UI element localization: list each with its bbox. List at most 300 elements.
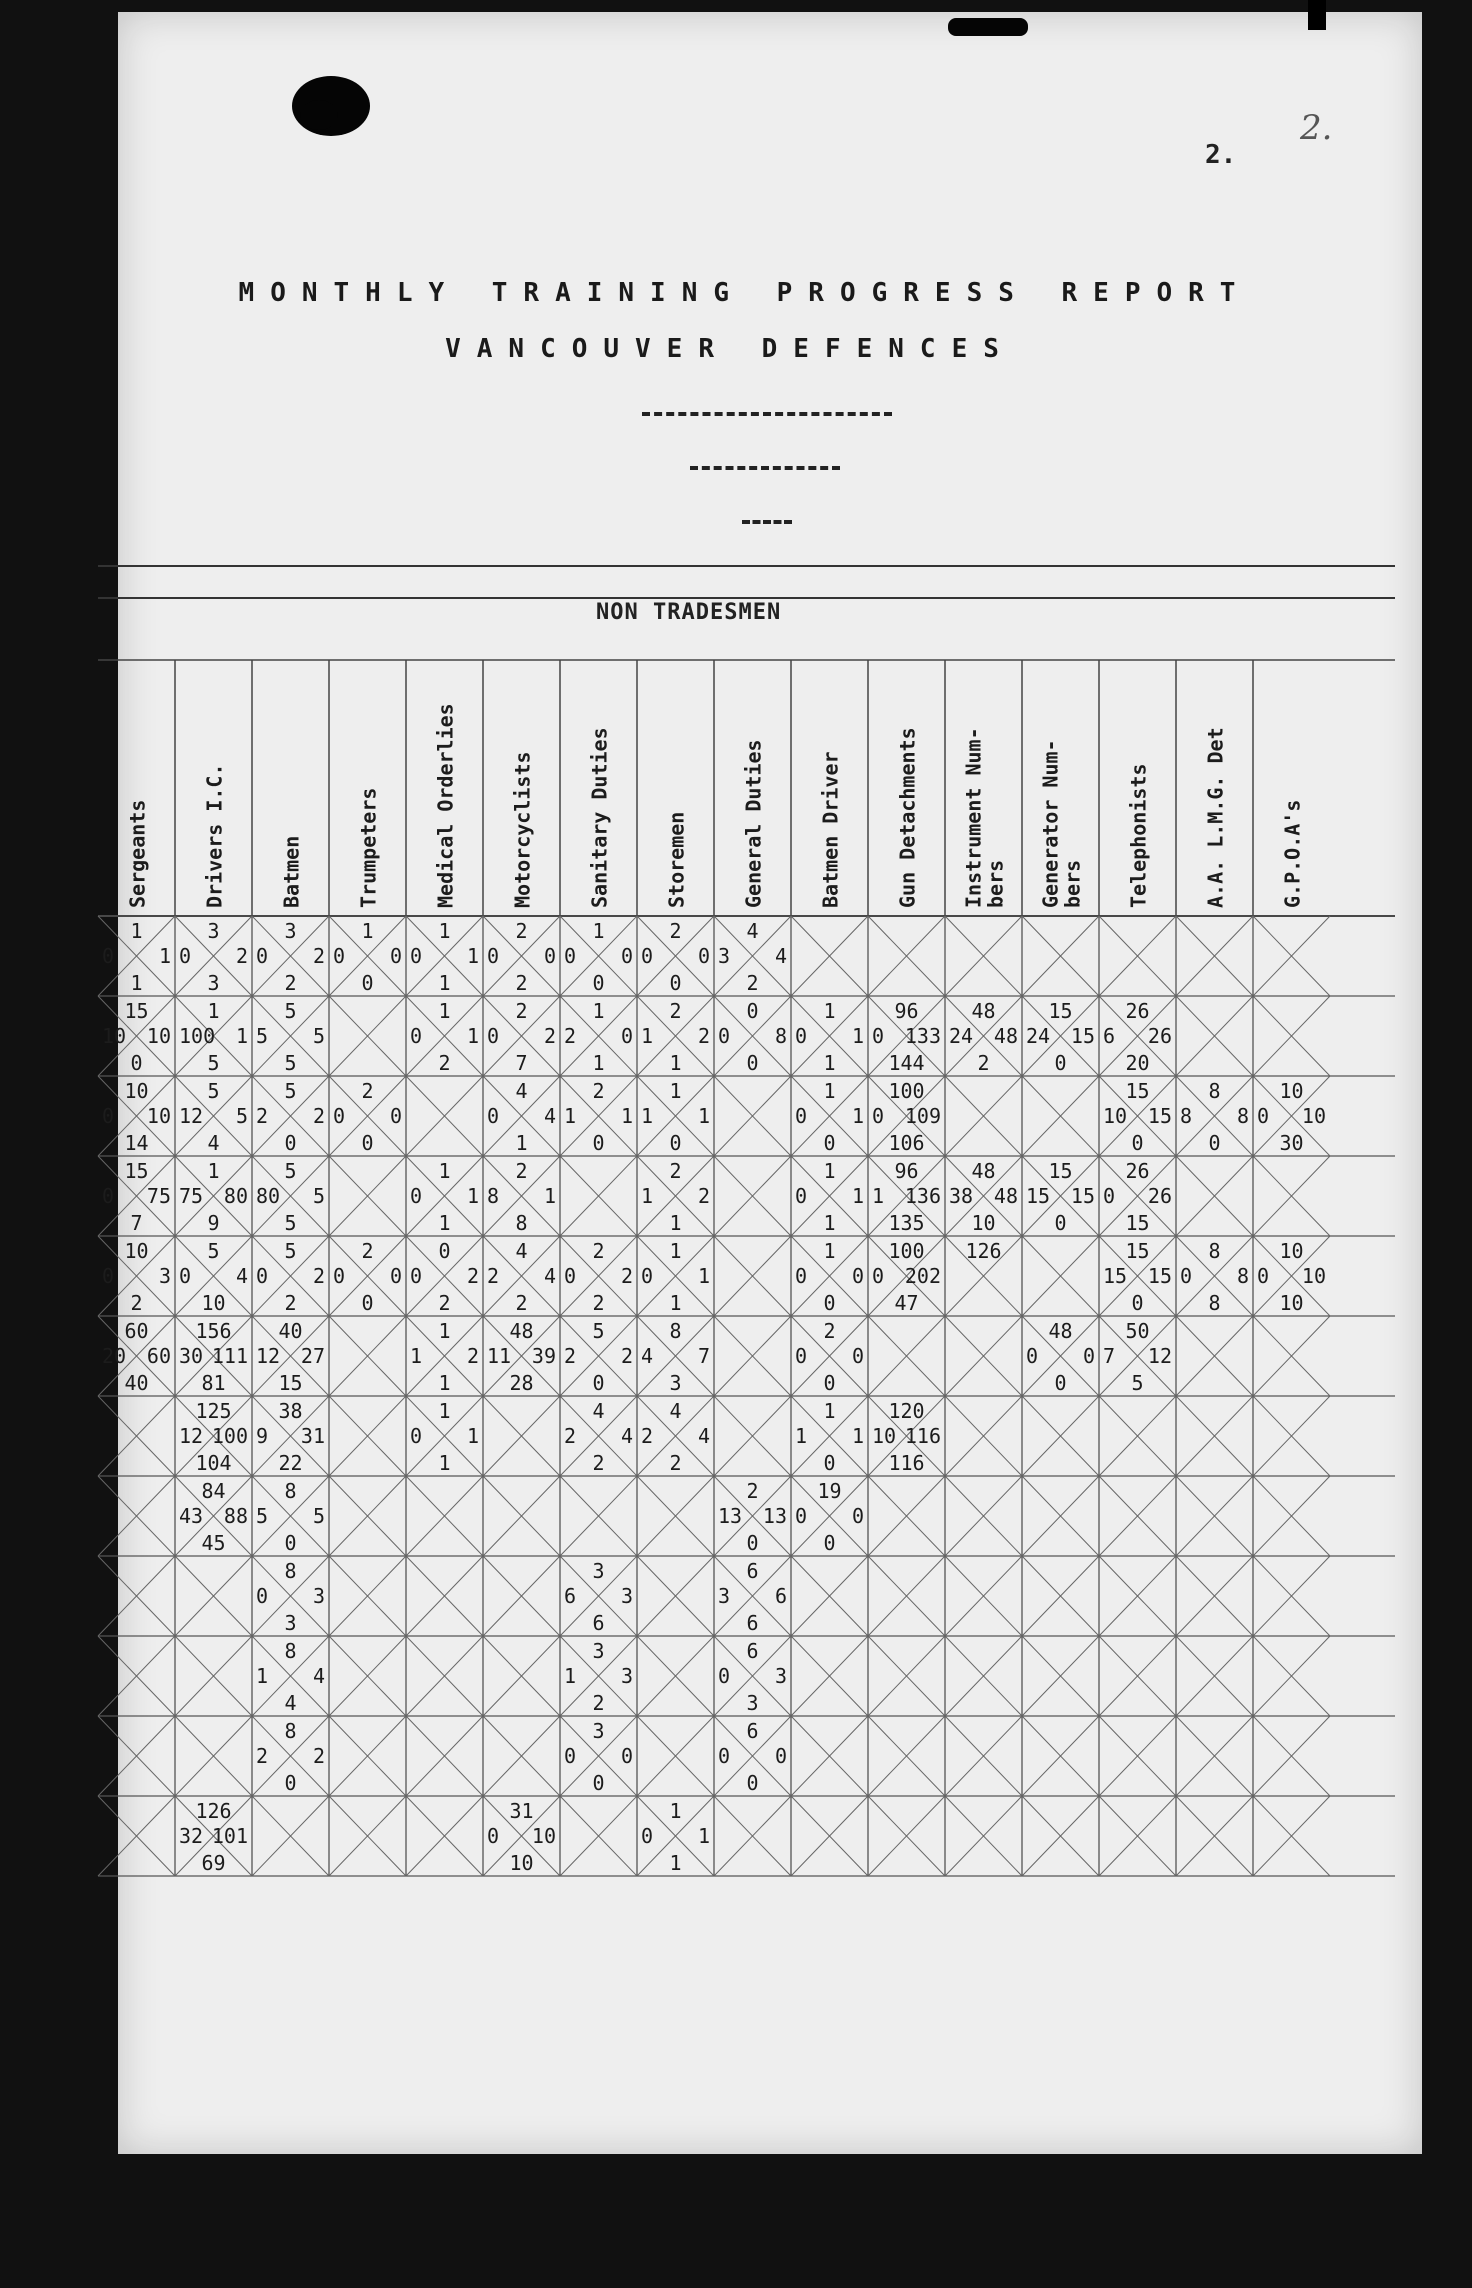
cell-value: 20 xyxy=(1125,1051,1150,1075)
cell-value: 0 xyxy=(718,1024,731,1048)
cell-value: 3 xyxy=(718,1584,731,1608)
cell-value: 4 xyxy=(641,1344,654,1368)
cell-value: 2 xyxy=(312,1104,325,1128)
cell-value: 2 xyxy=(977,1051,990,1075)
cell-value: 8 xyxy=(1208,1239,1221,1263)
cell-value: 2 xyxy=(592,1691,605,1715)
cell-value: 1 xyxy=(669,1211,682,1235)
cell-value: 1 xyxy=(823,1239,836,1263)
cell-value: 2 xyxy=(515,1159,528,1183)
cell-value: 2 xyxy=(361,1239,374,1263)
column-header: Gun Detachments xyxy=(895,727,920,908)
cell-value: 8 xyxy=(284,1479,297,1503)
cell-value: 0 xyxy=(102,1184,115,1208)
cell-value: 1 xyxy=(669,1051,682,1075)
cell-value: 38 xyxy=(949,1184,974,1208)
cell-value: 1 xyxy=(697,1264,710,1288)
cell-value: 48 xyxy=(509,1319,534,1343)
cell-value: 1 xyxy=(592,999,605,1023)
cell-value: 0 xyxy=(1208,1131,1221,1155)
cell-value: 5 xyxy=(592,1319,605,1343)
report-title: MONTHLY TRAINING PROGRESS REPORT xyxy=(238,278,1252,308)
cell-value: 1 xyxy=(851,1424,864,1448)
cell-value: 8 xyxy=(284,1719,297,1743)
cell-value: 3 xyxy=(284,919,297,943)
cell-value: 26 xyxy=(1147,1024,1172,1048)
section-heading: NON TRADESMEN xyxy=(596,600,782,625)
cell-value: 0 xyxy=(746,1051,759,1075)
cell-value: 15 xyxy=(124,999,149,1023)
cell-value: 8 xyxy=(669,1319,682,1343)
cell-value: 15 xyxy=(1103,1264,1128,1288)
cell-value: 0 xyxy=(872,1024,885,1048)
cell-value: 0 xyxy=(564,1264,577,1288)
cell-value: 10 xyxy=(201,1291,226,1315)
cell-value: 8 xyxy=(487,1184,500,1208)
cell-value: 111 xyxy=(211,1344,248,1368)
cell-value: 0 xyxy=(256,944,269,968)
cell-value: 1 xyxy=(130,971,143,995)
cell-value: 48 xyxy=(971,1159,996,1183)
cell-value: 1 xyxy=(438,1319,451,1343)
cell-value: 2 xyxy=(256,1104,269,1128)
cell-value: 80 xyxy=(256,1184,281,1208)
cell-value: 3 xyxy=(718,944,731,968)
cell-value: 1 xyxy=(872,1184,885,1208)
cell-value: 135 xyxy=(888,1211,925,1235)
cell-value: 48 xyxy=(993,1024,1018,1048)
cell-value: 1 xyxy=(564,1104,577,1128)
cell-value: 2 xyxy=(284,971,297,995)
cell-value: 0 xyxy=(487,1024,500,1048)
cell-value: 0 xyxy=(872,1264,885,1288)
cell-value: 5 xyxy=(284,1051,297,1075)
cell-value: 0 xyxy=(746,999,759,1023)
cell-value: 12 xyxy=(256,1344,281,1368)
cell-value: 96 xyxy=(894,999,919,1023)
cell-value: 0 xyxy=(1257,1264,1270,1288)
column-header: Trumpeters xyxy=(356,787,381,908)
cell-value: 4 xyxy=(774,944,787,968)
cell-value: 3 xyxy=(207,971,220,995)
cell-value: 0 xyxy=(179,944,192,968)
cell-value: 0 xyxy=(102,944,115,968)
cell-value: 1 xyxy=(823,999,836,1023)
cell-value: 104 xyxy=(195,1451,232,1475)
cell-value: 1 xyxy=(438,999,451,1023)
cell-value: 15 xyxy=(1147,1104,1172,1128)
cell-value: 0 xyxy=(746,1771,759,1795)
cell-value: 8 xyxy=(515,1211,528,1235)
cell-value: 2 xyxy=(697,1024,710,1048)
cell-value: 2 xyxy=(438,1291,451,1315)
cell-value: 3 xyxy=(312,1584,325,1608)
cell-value: 1 xyxy=(669,1239,682,1263)
cell-value: 1 xyxy=(438,919,451,943)
cell-value: 1 xyxy=(564,1664,577,1688)
cell-value: 0 xyxy=(256,1584,269,1608)
cell-value: 4 xyxy=(592,1399,605,1423)
cell-value: 6 xyxy=(746,1639,759,1663)
cell-value: 1 xyxy=(438,1451,451,1475)
cell-value: 100 xyxy=(179,1024,216,1048)
cell-value: 0 xyxy=(718,1664,731,1688)
cell-value: 0 xyxy=(389,1264,402,1288)
cell-value: 0 xyxy=(620,1744,633,1768)
cell-value: 1 xyxy=(851,1184,864,1208)
cell-value: 4 xyxy=(207,1131,220,1155)
cell-value: 10 xyxy=(1279,1239,1304,1263)
cell-value: 4 xyxy=(697,1424,710,1448)
cell-value: 10 xyxy=(102,1024,127,1048)
cell-value: 116 xyxy=(904,1424,941,1448)
cell-value: 2 xyxy=(515,1291,528,1315)
cell-value: 133 xyxy=(904,1024,941,1048)
cell-value: 1 xyxy=(669,1291,682,1315)
cell-value: 106 xyxy=(888,1131,925,1155)
cell-value: 125 xyxy=(195,1399,232,1423)
cell-value: 24 xyxy=(1026,1024,1051,1048)
cell-value: 120 xyxy=(888,1399,925,1423)
cell-value: 5 xyxy=(284,999,297,1023)
cell-value: 8 xyxy=(1208,1079,1221,1103)
cell-value: 10 xyxy=(971,1211,996,1235)
cell-value: 5 xyxy=(284,1211,297,1235)
cell-value: 1 xyxy=(410,1344,423,1368)
cell-value: 15 xyxy=(1070,1184,1095,1208)
cell-value: 0 xyxy=(746,1531,759,1555)
cell-value: 7 xyxy=(697,1344,710,1368)
cell-value: 0 xyxy=(1131,1291,1144,1315)
cell-value: 88 xyxy=(223,1504,248,1528)
cell-value: 6 xyxy=(746,1611,759,1635)
cell-value: 0 xyxy=(256,1264,269,1288)
column-header: Sanitary Duties xyxy=(587,727,612,908)
cell-value: 0 xyxy=(795,1184,808,1208)
cell-value: 1 xyxy=(130,919,143,943)
cell-value: 80 xyxy=(223,1184,248,1208)
cell-value: 4 xyxy=(312,1664,325,1688)
cell-value: 3 xyxy=(284,1611,297,1635)
cell-value: 2 xyxy=(620,1264,633,1288)
cell-value: 6 xyxy=(1103,1024,1116,1048)
cell-value: 10 xyxy=(872,1424,897,1448)
cell-value: 10 xyxy=(531,1824,556,1848)
cell-value: 0 xyxy=(102,1104,115,1128)
cell-value: 48 xyxy=(993,1184,1018,1208)
cell-value: 0 xyxy=(592,1771,605,1795)
cell-value: 1 xyxy=(438,1159,451,1183)
column-header: Drivers I.C. xyxy=(202,763,227,908)
cell-value: 1 xyxy=(256,1664,269,1688)
cell-value: 75 xyxy=(179,1184,204,1208)
cell-value: 5 xyxy=(284,1159,297,1183)
cell-value: 0 xyxy=(851,1264,864,1288)
cell-value: 5 xyxy=(312,1184,325,1208)
cell-value: 109 xyxy=(904,1104,941,1128)
cell-value: 0 xyxy=(410,944,423,968)
cell-value: 2 xyxy=(312,944,325,968)
cell-value: 8 xyxy=(1236,1264,1249,1288)
cell-value: 2 xyxy=(669,1159,682,1183)
cell-value: 1 xyxy=(823,1159,836,1183)
cell-value: 0 xyxy=(851,1504,864,1528)
cell-value: 32 xyxy=(179,1824,204,1848)
cell-value: 15 xyxy=(1048,999,1073,1023)
cell-value: 0 xyxy=(795,1024,808,1048)
report-subtitle: VANCOUVER DEFENCES xyxy=(445,334,1015,364)
cell-value: 1 xyxy=(438,971,451,995)
cell-value: 116 xyxy=(888,1451,925,1475)
cell-value: 5 xyxy=(235,1104,248,1128)
cell-value: 0 xyxy=(851,1344,864,1368)
cell-value: 1 xyxy=(466,944,479,968)
cell-value: 26 xyxy=(1125,1159,1150,1183)
cell-value: 0 xyxy=(389,944,402,968)
cell-value: 100 xyxy=(888,1079,925,1103)
cell-value: 4 xyxy=(669,1399,682,1423)
cell-value: 0 xyxy=(564,944,577,968)
cell-value: 69 xyxy=(201,1851,226,1875)
cell-value: 1 xyxy=(851,1024,864,1048)
cell-value: 75 xyxy=(146,1184,171,1208)
column-header: Batmen xyxy=(279,835,304,908)
cell-value: 13 xyxy=(762,1504,787,1528)
cell-value: 0 xyxy=(284,1131,297,1155)
cell-value: 1 xyxy=(669,1851,682,1875)
cell-value: 0 xyxy=(592,1131,605,1155)
cell-value: 10 xyxy=(1301,1104,1326,1128)
column-header: bers xyxy=(1060,859,1085,908)
cell-value: 2 xyxy=(641,1424,654,1448)
cell-value: 48 xyxy=(1048,1319,1073,1343)
cell-value: 2 xyxy=(487,1264,500,1288)
cell-value: 1 xyxy=(361,919,374,943)
cell-value: 48 xyxy=(971,999,996,1023)
cell-value: 0 xyxy=(361,1131,374,1155)
cell-value: 10 xyxy=(1279,1079,1304,1103)
cell-value: 1 xyxy=(466,1024,479,1048)
cell-value: 15 xyxy=(1070,1024,1095,1048)
cell-value: 0 xyxy=(823,1131,836,1155)
cell-value: 15 xyxy=(1125,1211,1150,1235)
cell-value: 0 xyxy=(641,1824,654,1848)
cell-value: 2 xyxy=(543,1024,556,1048)
cell-value: 0 xyxy=(333,1264,346,1288)
cell-value: 5 xyxy=(207,1239,220,1263)
cell-value: 31 xyxy=(509,1799,534,1823)
cell-value: 81 xyxy=(201,1371,226,1395)
cell-value: 100 xyxy=(888,1239,925,1263)
cell-value: 50 xyxy=(1125,1319,1150,1343)
cell-value: 2 xyxy=(256,1744,269,1768)
cell-value: 2 xyxy=(746,1479,759,1503)
cell-value: 27 xyxy=(300,1344,325,1368)
cell-value: 1 xyxy=(235,1024,248,1048)
cell-value: 15 xyxy=(1147,1264,1172,1288)
cell-value: 10 xyxy=(124,1079,149,1103)
cell-value: 2 xyxy=(669,1451,682,1475)
cell-value: 45 xyxy=(201,1531,226,1555)
cell-value: 4 xyxy=(543,1104,556,1128)
cell-value: 0 xyxy=(592,971,605,995)
column-header: bers xyxy=(983,859,1008,908)
cell-value: 2 xyxy=(823,1319,836,1343)
cell-value: 156 xyxy=(195,1319,232,1343)
cell-value: 2 xyxy=(564,1024,577,1048)
cell-value: 0 xyxy=(641,944,654,968)
cell-value: 0 xyxy=(487,1824,500,1848)
cell-value: 0 xyxy=(718,1744,731,1768)
cell-value: 1 xyxy=(697,1104,710,1128)
cell-value: 0 xyxy=(179,1264,192,1288)
cell-value: 8 xyxy=(1208,1291,1221,1315)
cell-value: 40 xyxy=(278,1319,303,1343)
cell-value: 2 xyxy=(466,1344,479,1368)
cell-value: 0 xyxy=(1026,1344,1039,1368)
cell-value: 30 xyxy=(1279,1131,1304,1155)
column-header: Generator Num- xyxy=(1038,739,1063,908)
cell-value: 1 xyxy=(795,1424,808,1448)
column-header: Batmen Driver xyxy=(818,751,843,908)
cell-value: 1 xyxy=(823,1079,836,1103)
cell-value: 10 xyxy=(1103,1104,1128,1128)
column-header: Instrument Num- xyxy=(961,727,986,908)
cell-value: 202 xyxy=(904,1264,941,1288)
cell-value: 0 xyxy=(389,1104,402,1128)
cell-value: 0 xyxy=(438,1239,451,1263)
cell-value: 31 xyxy=(300,1424,325,1448)
cell-value: 0 xyxy=(795,1344,808,1368)
cell-value: 5 xyxy=(207,1051,220,1075)
cell-value: 15 xyxy=(1048,1159,1073,1183)
cell-value: 0 xyxy=(795,1504,808,1528)
cell-value: 2 xyxy=(438,1051,451,1075)
cell-value: 0 xyxy=(410,1264,423,1288)
cell-value: 1 xyxy=(823,1211,836,1235)
cell-value: 0 xyxy=(1054,1051,1067,1075)
cell-value: 26 xyxy=(1125,999,1150,1023)
cell-value: 0 xyxy=(361,1291,374,1315)
cell-value: 1 xyxy=(592,1051,605,1075)
column-header: Medical Orderlies xyxy=(433,703,458,908)
cell-value: 5 xyxy=(256,1024,269,1048)
cell-value: 6 xyxy=(592,1611,605,1635)
page-number-handwritten: 2. xyxy=(1300,108,1333,148)
column-header: A.A. L.M.G. Det xyxy=(1203,727,1228,908)
cell-value: 1 xyxy=(466,1424,479,1448)
cell-value: 144 xyxy=(888,1051,925,1075)
cell-value: 0 xyxy=(361,971,374,995)
cell-value: 10 xyxy=(146,1104,171,1128)
cell-value: 2 xyxy=(235,944,248,968)
cell-value: 2 xyxy=(361,1079,374,1103)
cell-value: 1 xyxy=(851,1104,864,1128)
cell-value: 6 xyxy=(746,1559,759,1583)
cell-value: 1 xyxy=(697,1824,710,1848)
cell-value: 12 xyxy=(179,1424,204,1448)
cell-value: 47 xyxy=(894,1291,919,1315)
cell-value: 9 xyxy=(207,1211,220,1235)
cell-value: 0 xyxy=(774,1744,787,1768)
cell-value: 1 xyxy=(641,1024,654,1048)
cell-value: 2 xyxy=(697,1184,710,1208)
cell-value: 126 xyxy=(965,1239,1002,1263)
cell-value: 1 xyxy=(669,1079,682,1103)
cell-value: 1 xyxy=(466,1184,479,1208)
cell-value: 2 xyxy=(592,1451,605,1475)
cell-value: 0 xyxy=(669,971,682,995)
cell-value: 0 xyxy=(284,1531,297,1555)
cell-value: 2 xyxy=(284,1291,297,1315)
cell-value: 3 xyxy=(592,1719,605,1743)
cell-value: 28 xyxy=(509,1371,534,1395)
cell-value: 2 xyxy=(564,1424,577,1448)
column-header: Telephonists xyxy=(1126,763,1151,908)
cell-value: 24 xyxy=(949,1024,974,1048)
cell-value: 10 xyxy=(1301,1264,1326,1288)
cell-value: 38 xyxy=(278,1399,303,1423)
cell-value: 1 xyxy=(669,1799,682,1823)
cell-value: 0 xyxy=(1180,1264,1193,1288)
cell-value: 3 xyxy=(620,1584,633,1608)
cell-value: 0 xyxy=(333,944,346,968)
cell-value: 2 xyxy=(669,999,682,1023)
cell-value: 5 xyxy=(284,1079,297,1103)
cell-value: 11 xyxy=(487,1344,512,1368)
cell-value: 7 xyxy=(1103,1344,1116,1368)
cell-value: 4 xyxy=(235,1264,248,1288)
cell-value: 2 xyxy=(130,1291,143,1315)
cell-value: 0 xyxy=(620,1024,633,1048)
cell-value: 22 xyxy=(278,1451,303,1475)
cell-value: 0 xyxy=(487,1104,500,1128)
cell-value: 3 xyxy=(774,1664,787,1688)
cell-value: 19 xyxy=(817,1479,842,1503)
cell-value: 15 xyxy=(1026,1184,1051,1208)
cell-value: 0 xyxy=(823,1291,836,1315)
cell-value: 7 xyxy=(130,1211,143,1235)
page-number: 2. xyxy=(1205,140,1237,170)
cell-value: 12 xyxy=(1147,1344,1172,1368)
cell-value: 8 xyxy=(1180,1104,1193,1128)
cell-value: 5 xyxy=(312,1504,325,1528)
cell-value: 2 xyxy=(312,1744,325,1768)
cell-value: 1 xyxy=(592,919,605,943)
cell-value: 10 xyxy=(146,1024,171,1048)
cell-value: 30 xyxy=(179,1344,204,1368)
cell-value: 9 xyxy=(256,1424,269,1448)
cell-value: 6 xyxy=(746,1719,759,1743)
cell-value: 2 xyxy=(515,999,528,1023)
cell-value: 0 xyxy=(823,1451,836,1475)
cell-value: 4 xyxy=(620,1424,633,1448)
cell-value: 10 xyxy=(509,1851,534,1875)
cell-value: 3 xyxy=(592,1559,605,1583)
cell-value: 15 xyxy=(1125,1079,1150,1103)
cell-value: 8 xyxy=(774,1024,787,1048)
cell-value: 1 xyxy=(543,1184,556,1208)
cell-value: 0 xyxy=(564,1744,577,1768)
cell-value: 84 xyxy=(201,1479,226,1503)
cell-value: 1 xyxy=(438,1399,451,1423)
cell-value: 8 xyxy=(284,1639,297,1663)
cell-value: 43 xyxy=(179,1504,204,1528)
cell-value: 13 xyxy=(718,1504,743,1528)
column-header: Motorcyclists xyxy=(510,751,535,908)
cell-value: 0 xyxy=(620,944,633,968)
cell-value: 0 xyxy=(543,944,556,968)
